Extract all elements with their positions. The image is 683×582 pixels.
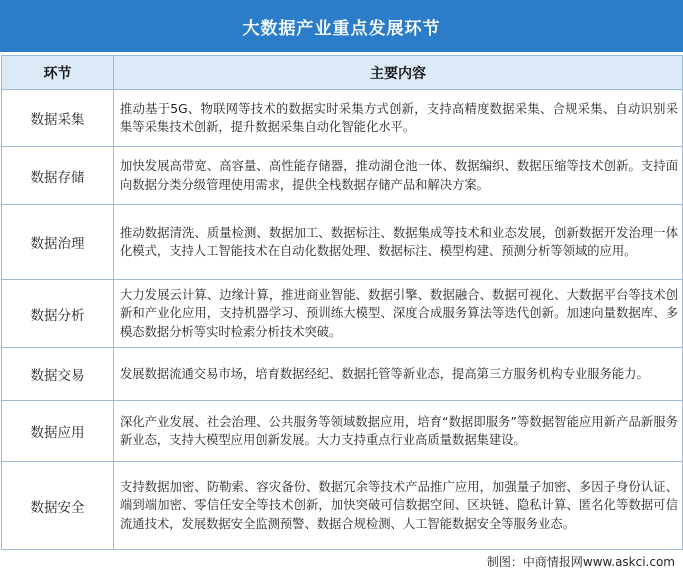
row-category: 数据采集 bbox=[2, 90, 114, 147]
row-category: 数据应用 bbox=[2, 401, 114, 462]
table-row bbox=[2, 401, 683, 462]
table-row bbox=[2, 205, 683, 280]
row-content: 大力发展云计算、边缘计算，推进商业智能、数据引擎、数据融合、数据可视化、大数据平台等技术创新和产业化应用，支持机器学习、预训练大模型、深度合成服务算法等迭代创新。加速向量数据库、多模态数据分析等实时检索分析技术突破。 bbox=[114, 280, 683, 348]
header-content: 主要内容 bbox=[114, 56, 683, 90]
row-content: 深化产业发展、社会治理、公共服务等领域数据应用，培育“数据即服务”等数据智能应用新产品新服务新业态，支持大模型应用创新发展。大力支持重点行业高质量数据集建设。 bbox=[114, 401, 683, 462]
table-header-row bbox=[2, 56, 683, 90]
row-category: 数据存储 bbox=[2, 147, 114, 205]
industry-table bbox=[1, 55, 683, 550]
table-row bbox=[2, 348, 683, 401]
table-row bbox=[2, 90, 683, 147]
row-category: 数据交易 bbox=[2, 348, 114, 401]
row-content: 加快发展高带宽、高容量、高性能存储器，推动湖仓池一体、数据编织、数据压缩等技术创新。支持面向数据分类分级管理使用需求，提供全栈数据存储产品和解决方案。 bbox=[114, 147, 683, 205]
source-credit: 制图：中商情报网www.askci.com bbox=[486, 555, 675, 569]
row-content: 推动数据清洗、质量检测、数据加工、数据标注、数据集成等技术和业态发展，创新数据开发治理一体化模式，支持人工智能技术在自动化数据处理、数据标注、模型构建、预测分析等领域的应用。 bbox=[114, 205, 683, 280]
table-row bbox=[2, 462, 683, 550]
header-category: 环节 bbox=[2, 56, 114, 90]
row-category: 数据治理 bbox=[2, 205, 114, 280]
row-category: 数据安全 bbox=[2, 462, 114, 550]
table-row bbox=[2, 280, 683, 348]
row-content: 发展数据流通交易市场，培育数据经纪、数据托管等新业态，提高第三方服务机构专业服务能力。 bbox=[114, 348, 683, 401]
table-title: 大数据产业重点发展环节 bbox=[0, 0, 683, 52]
row-content: 推动基于5G、物联网等技术的数据实时采集方式创新，支持高精度数据采集、合规采集、自动识别采集等采集技术创新，提升数据采集自动化智能化水平。 bbox=[114, 90, 683, 147]
row-content: 支持数据加密、防勒索、容灾备份、数据冗余等技术产品推广应用，加强量子加密、多因子身份认证、端到端加密、零信任安全等技术创新，加快突破可信数据空间、区块链、隐私计算、匿名化等数据可信流通技术，发展数据安全监测预警、数据合规检测、人工智能数据安全等服务业态。 bbox=[114, 462, 683, 550]
row-category: 数据分析 bbox=[2, 280, 114, 348]
table-row bbox=[2, 147, 683, 205]
